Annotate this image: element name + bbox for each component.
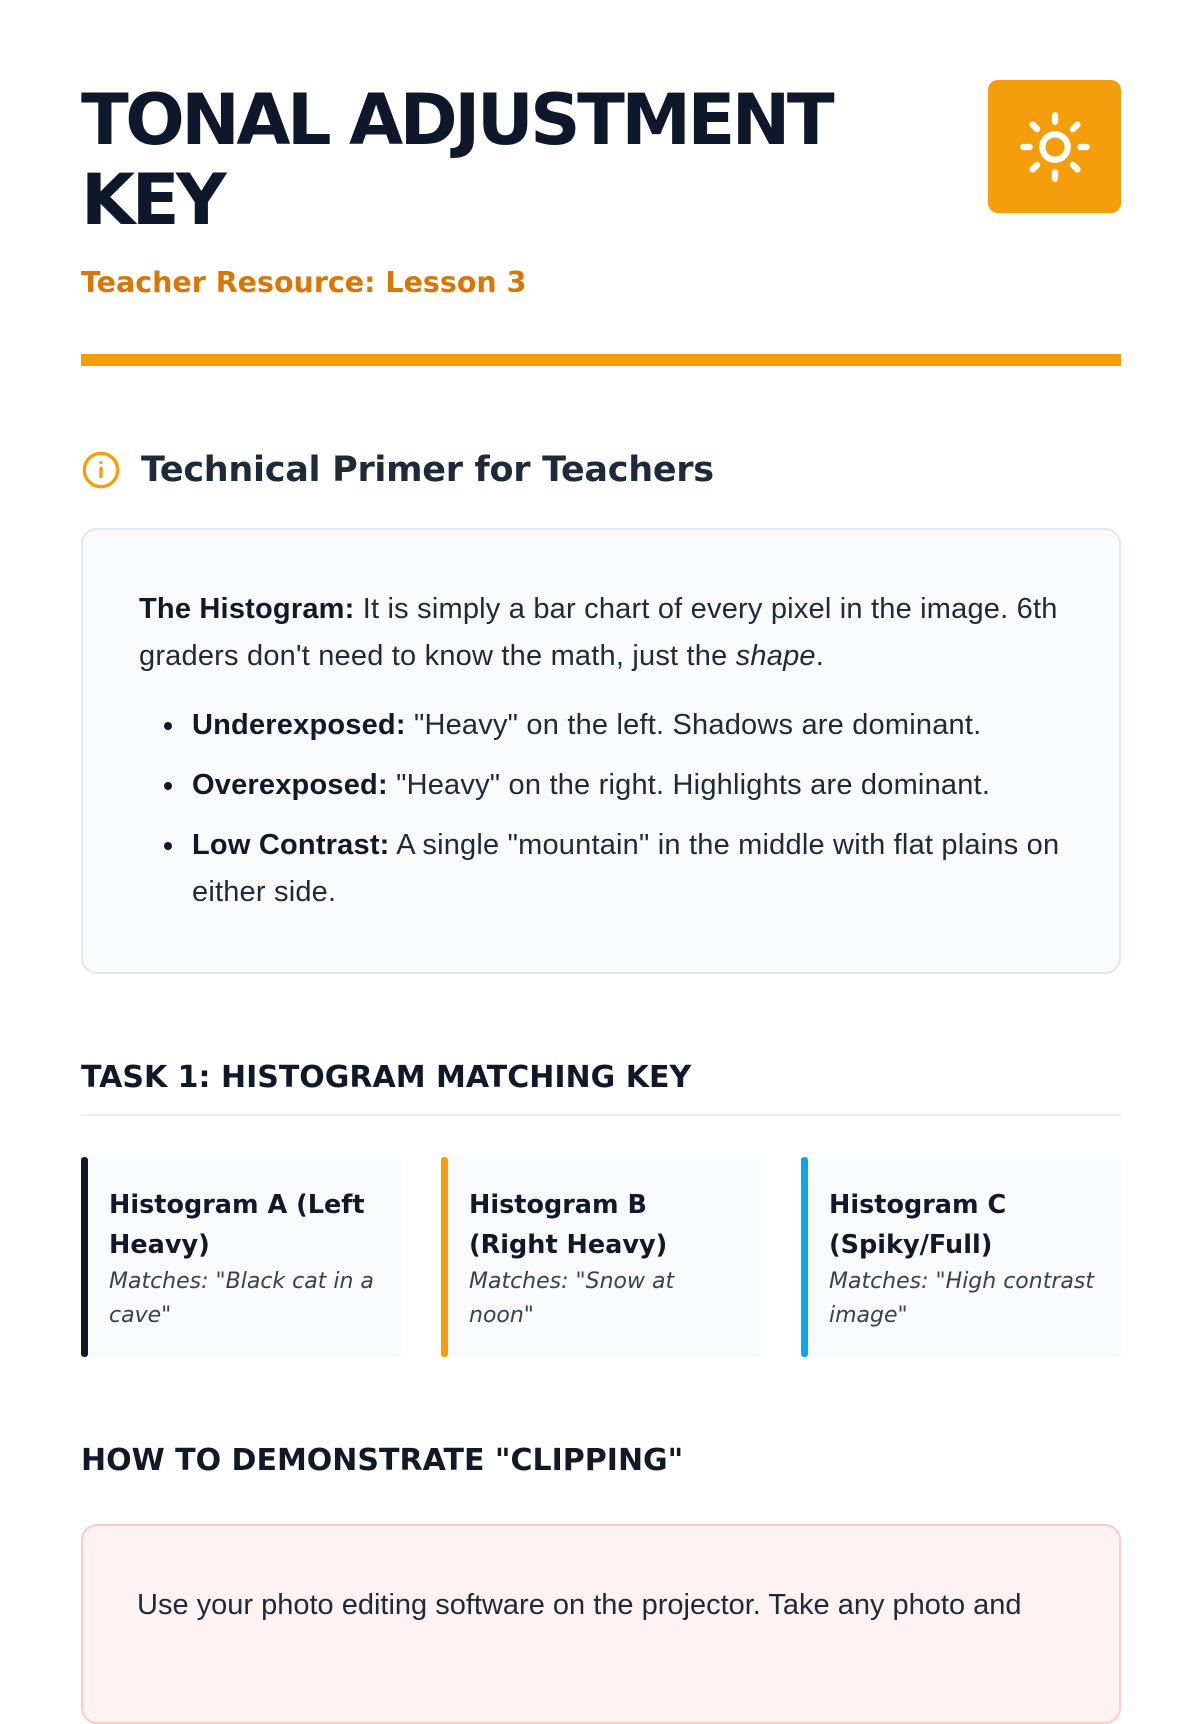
primer-heading-row <box>81 450 714 490</box>
primer-intro <box>139 586 1064 680</box>
histogram-card-c <box>801 1157 1121 1357</box>
card-match: Matches: "Snow at noon" <box>469 1269 675 1328</box>
list-item <box>192 822 1064 916</box>
list-item-text: A single "mountain" in the middle with flat plains on either side. <box>192 829 1060 908</box>
sun-badge <box>988 80 1121 213</box>
card-accent-bar <box>801 1157 808 1357</box>
primer-box <box>81 528 1121 974</box>
sun-icon <box>1017 109 1093 185</box>
task1-divider <box>81 1114 1121 1116</box>
header-divider <box>81 354 1121 366</box>
clipping-heading: HOW TO DEMONSTRATE "CLIPPING" <box>81 1443 684 1478</box>
task1-heading: TASK 1: HISTOGRAM MATCHING KEY <box>81 1060 692 1095</box>
page-subtitle: Teacher Resource: Lesson 3 <box>81 266 527 299</box>
primer-intro-label: The Histogram: <box>139 593 355 625</box>
primer-list <box>139 702 1064 916</box>
list-item <box>192 762 1064 809</box>
primer-intro-text: It is simply a bar chart of every pixel in the image. 6th graders don't need to know the math, just the <box>139 593 1058 672</box>
card-match: Matches: "High contrast image" <box>829 1269 1094 1328</box>
card-accent-bar <box>81 1157 88 1357</box>
card-title: Histogram C (Spiky/Full) <box>829 1190 1007 1260</box>
list-item <box>192 702 1064 749</box>
page-header <box>81 80 1121 299</box>
list-item-label: Overexposed: <box>192 769 388 801</box>
histogram-cards <box>81 1157 1121 1357</box>
card-accent-bar <box>441 1157 448 1357</box>
list-item-text: "Heavy" on the left. Shadows are dominant. <box>405 709 982 741</box>
list-item-text: "Heavy" on the right. Highlights are dominant. <box>387 769 991 801</box>
page-title: TONAL ADJUSTMENT KEY <box>81 79 832 241</box>
primer-intro-emphasis: shape <box>735 640 816 672</box>
primer-intro-end: . <box>815 640 824 672</box>
primer-title: Technical Primer for Teachers <box>141 450 714 490</box>
clipping-box <box>81 1524 1121 1724</box>
histogram-card-a <box>81 1157 401 1357</box>
info-icon <box>81 450 121 490</box>
histogram-card-b <box>441 1157 761 1357</box>
card-match: Matches: "Black cat in a cave" <box>109 1269 374 1328</box>
card-title: Histogram A (Left Heavy) <box>109 1190 365 1260</box>
clipping-text: Use your photo editing software on the projector. Take any photo and <box>137 1589 1022 1621</box>
list-item-label: Underexposed: <box>192 709 406 741</box>
list-item-label: Low Contrast: <box>192 829 390 861</box>
card-title: Histogram B (Right Heavy) <box>469 1190 668 1260</box>
